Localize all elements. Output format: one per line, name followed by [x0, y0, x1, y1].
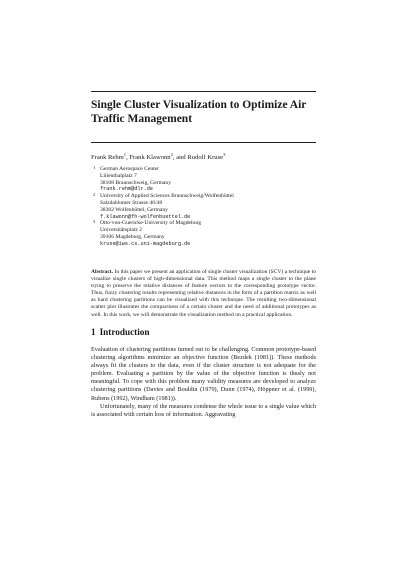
affiliation-list — [91, 166, 321, 248]
abstract-label: Abstract. — [91, 269, 114, 275]
affiliation — [91, 166, 321, 193]
affiliation-email: kruse@iws.cs.uni-magdeburg.de — [100, 240, 191, 247]
section-title: Introduction — [99, 327, 150, 337]
affiliation-mark: 1 — [93, 165, 96, 170]
author-mark: 1 — [123, 152, 127, 157]
affiliation-line: University of Applied Sciences Braunschweig/Wolfenbüttel — [100, 193, 234, 200]
paragraph: Unfortunately, many of the measures condense the whole issue to a single value which is associated with certain loss of information. Aggravating — [91, 402, 316, 418]
section-heading — [91, 327, 149, 337]
section-number: 1 — [91, 327, 96, 337]
title-rule-bottom — [91, 142, 316, 143]
body-text — [91, 346, 316, 419]
abstract — [91, 269, 316, 319]
paper-title: Single Cluster Visualization to Optimize Air Traffic Management — [91, 99, 307, 125]
affiliation-line: 39106 Magdeburg, Germany — [100, 233, 165, 240]
paragraph: Evaluation of clustering partitions turned out to be challenging. Common prototype-based clustering algorithms minimize an objective function (Bezdek (1981)). These methods always fit the clusters to the data, even if the cluster structure is not adequate for the problem. Evaluating a partition by the value of the objective function is thusly not meaningful. To cope with this problem many validity measures are developed to analyze clustering partitions (Davies and Bouldin (1979), Dunn (1974), Höppner et al. (1999), Rubens (1992), Windham (1981)). — [91, 346, 316, 402]
affiliation-line: Universitätsplatz 2 — [100, 227, 143, 234]
author-mark: 3 — [223, 152, 226, 157]
affiliation-line: 38108 Braunschweig, Germany — [100, 179, 171, 186]
affiliation-line: Lilienthalplatz 7 — [100, 172, 137, 179]
affiliation-mark: 2 — [93, 192, 96, 198]
affiliation-line: Otto-von-Guericke-University of Magdeburg — [100, 220, 202, 227]
author-name: Rudolf Kruse — [187, 154, 224, 162]
author-list: Frank Rehm$^1$, Frank Klawonn$^2$, and Rudolf Kruse$^3$ — [91, 152, 226, 162]
affiliation — [91, 193, 321, 220]
author-mark: 2 — [170, 152, 173, 157]
abstract-text: In this paper we present an application of single cluster visualization (SCV) a technique to visualize single clusters of high-dimensional data. This method maps a single cluster to the plane trying to preserve the relative distances of feature vectors to the corresponding prototype vector. Thus, fuzzy clustering results representing relative distances in the form of a partition matrix as well as hard clustering partitions can be visualized with this technique. The resulting two-dimensional scatter plot illustrates the compactness of a certain cluster and the need of additional prototypes as well. In this work, we will demonstrate the visualization method on a practical application. — [91, 269, 317, 318]
affiliation-line: German Aerospace Center — [100, 166, 160, 172]
affiliation-email: frank.rehm@dlr.de — [100, 186, 153, 193]
author-name: Frank Klawonn — [129, 154, 171, 162]
title-rule-top — [91, 91, 316, 92]
affiliation-email: f.klawonn@fh-wolfenbuettel.de — [100, 213, 191, 220]
author-name: Frank Rehm — [91, 154, 124, 162]
affiliation — [91, 220, 321, 247]
affiliation-line: 38302 Wolfenbüttel, Germany — [100, 206, 168, 213]
affiliation-line: Salzdahlumer Strasse 46/48 — [100, 199, 163, 206]
affiliation-mark: 3 — [93, 219, 96, 225]
